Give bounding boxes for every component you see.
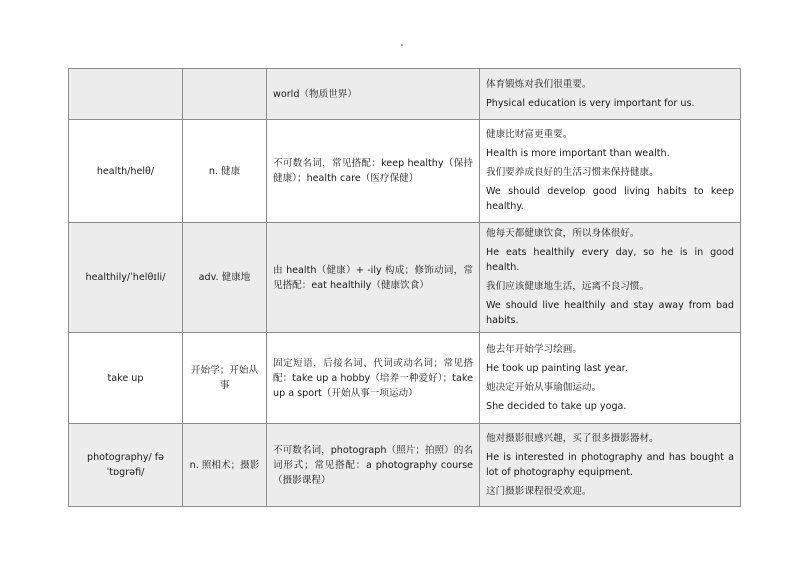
vocabulary-table xyxy=(68,68,741,507)
example-sentence: 我们要养成良好的生活习惯来保持健康。 xyxy=(486,167,659,178)
table-row xyxy=(69,424,741,507)
example-sentence: We should live healthily and stay away from bad habits. xyxy=(486,300,734,326)
word-cell: take up xyxy=(69,333,183,424)
example-sentence: 健康比财富更重要。 xyxy=(486,129,573,140)
example-sentence: Physical education is very important for us. xyxy=(486,97,695,109)
meaning-cell: 开始学；开始从事 xyxy=(183,333,267,424)
table-row xyxy=(69,120,741,223)
table-row xyxy=(69,69,741,120)
meaning-cell xyxy=(183,69,267,120)
example-sentence: Health is more important than wealth. xyxy=(486,148,670,159)
examples-cell xyxy=(480,120,741,223)
page-dot xyxy=(401,44,403,46)
example-sentence: He is interested in photography and has bought a lot of photography equipment. xyxy=(486,451,734,478)
examples-cell xyxy=(480,424,741,507)
example-sentence: He eats healthily every day, so he is in good health. xyxy=(486,247,734,273)
example-sentence: She decided to take up yoga. xyxy=(486,400,627,412)
example-sentence: 她决定开始从事瑜伽运动。 xyxy=(486,381,602,393)
word-cell: healthily/ˈhelθɪli/ xyxy=(69,223,183,333)
example-sentence: 他每天都健康饮食，所以身体很好。 xyxy=(486,228,640,239)
examples-cell xyxy=(480,223,741,333)
examples-cell xyxy=(480,333,741,424)
example-sentence: 体育锻炼对我们很重要。 xyxy=(486,78,592,90)
usage-cell: 不可数名词，常见搭配：keep healthy（保持健康）；health care（医疗保健） xyxy=(267,120,480,223)
word-cell xyxy=(69,69,183,120)
word-cell: health/helθ/ xyxy=(69,120,183,223)
example-sentence: 我们应该健康地生活，远离不良习惯。 xyxy=(486,281,650,292)
table-row xyxy=(69,333,741,424)
usage-cell: world（物质世界） xyxy=(267,69,480,120)
usage-cell: 由 health（健康）+ -ily 构成；修饰动词，常见搭配：eat healthily（健康饮食） xyxy=(267,223,480,333)
table-row xyxy=(69,223,741,333)
example-sentence: 这门摄影课程很受欢迎。 xyxy=(486,485,592,497)
meaning-cell: adv. 健康地 xyxy=(183,223,267,333)
meaning-cell: n. 健康 xyxy=(183,120,267,223)
usage-cell: 不可数名词，photograph（照片；拍照）的名词形式；常见搭配：a photography course（摄影课程） xyxy=(267,424,480,507)
example-sentence: 他对摄影很感兴趣，买了很多摄影器材。 xyxy=(486,432,659,444)
examples-cell xyxy=(480,69,741,120)
meaning-cell: n. 照相术；摄影 xyxy=(183,424,267,507)
example-sentence: He took up painting last year. xyxy=(486,362,628,374)
example-sentence: 他去年开始学习绘画。 xyxy=(486,343,582,355)
usage-cell: 固定短语，后接名词、代词或动名词；常见搭配：take up a hobby（培养一种爱好）；take up a sport（开始从事一项运动） xyxy=(267,333,480,424)
word-cell: photography/ fəˈtɒgrəfi/ xyxy=(69,424,183,507)
example-sentence: We should develop good living habits to keep healthy. xyxy=(486,186,734,212)
